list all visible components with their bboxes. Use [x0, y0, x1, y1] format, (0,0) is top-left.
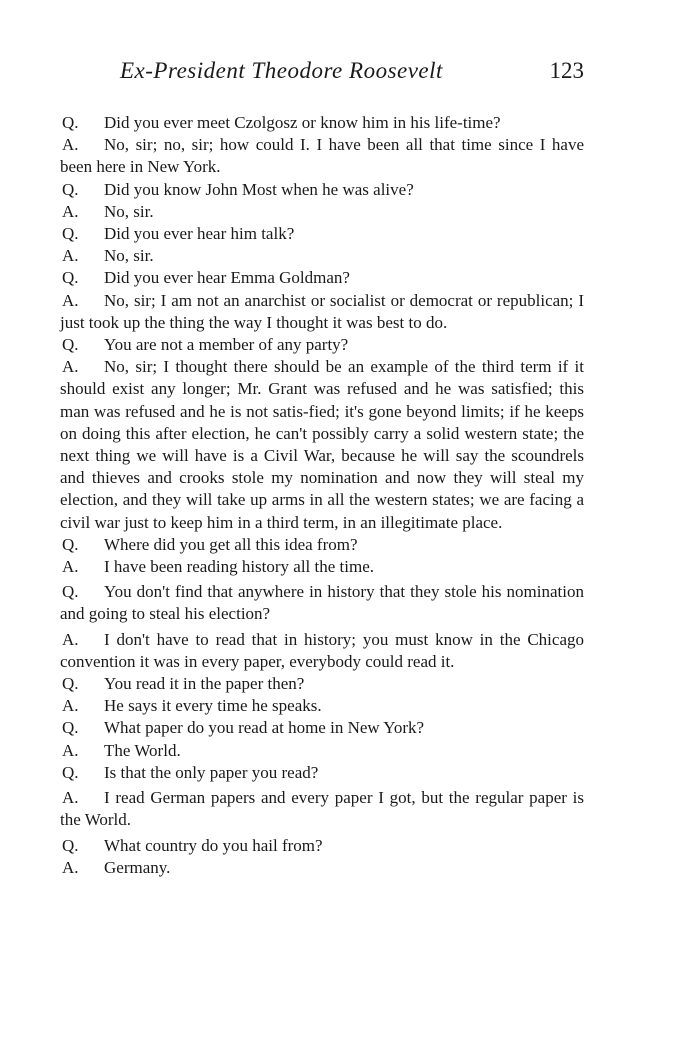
- transcript-paragraph: [60, 112, 584, 134]
- speaker-label: Q.: [62, 674, 79, 694]
- paragraph-text: You read it in the paper then?: [104, 674, 305, 694]
- paragraph-text: You are not a member of any party?: [104, 335, 349, 355]
- paragraph-text: The World.: [104, 740, 181, 760]
- transcript-paragraph: [60, 740, 584, 762]
- speaker-label: Q.: [62, 762, 79, 782]
- paragraph-text: No, sir.: [104, 246, 154, 266]
- speaker-label: Q.: [62, 113, 79, 132]
- paragraph-text: Did you know John Most when he was alive?: [104, 179, 414, 199]
- speaker-label: A.: [62, 696, 79, 716]
- speaker-label: Q.: [62, 179, 79, 199]
- paragraph-text: You don't find that anywhere in history that they stole his nomination and going to steal his election?: [60, 582, 584, 624]
- speaker-label: Q.: [62, 582, 79, 602]
- speaker-label: Q.: [62, 534, 79, 554]
- transcript-paragraph: [60, 556, 584, 578]
- paragraph-text: Did you ever meet Czolgosz or know him in his life-time?: [104, 113, 501, 132]
- paragraph-text: Germany.: [104, 857, 171, 877]
- transcript-paragraph: [60, 787, 584, 831]
- speaker-label: A.: [62, 740, 79, 760]
- speaker-label: A.: [62, 357, 79, 377]
- speaker-label: A.: [62, 246, 79, 266]
- transcript-paragraph: [60, 857, 584, 879]
- speaker-label: A.: [62, 557, 79, 577]
- paragraph-text: What paper do you read at home in New York?: [104, 718, 425, 738]
- transcript-paragraph: [60, 334, 584, 356]
- speaker-label: A.: [62, 135, 79, 155]
- speaker-label: A.: [62, 788, 79, 808]
- speaker-label: Q.: [62, 335, 79, 355]
- paragraph-text: I have been reading history all the time.: [104, 557, 375, 577]
- paragraph-text: I read German papers and every paper I got, but the regular paper is the World.: [60, 788, 584, 830]
- speaker-label: Q.: [62, 268, 79, 288]
- book-page: [60, 58, 584, 879]
- transcript-paragraph: [60, 356, 584, 534]
- paragraph-text: Is that the only paper you read?: [104, 762, 319, 782]
- paragraph-text: No, sir.: [104, 201, 154, 221]
- speaker-label: Q.: [62, 835, 79, 855]
- speaker-label: Q.: [62, 224, 79, 244]
- paragraph-text: No, sir; I am not an anarchist or socialist or democrat or republican; I just took up the thing the way I thought it was best to do.: [60, 290, 584, 332]
- paragraph-text: Did you ever hear him talk?: [104, 224, 295, 244]
- paragraph-text: He says it every time he speaks.: [104, 696, 322, 716]
- paragraph-text: No, sir; I thought there should be an example of the third term if it should exist any longer; Mr. Grant was refused and he was satisfied; this man was refused and he is not satis-fied; it's gone beyond limits; if he keeps on doing this after election, he can't possibly carry a solid western state; the next thing we will have is a Civil War, because he will say the scoundrels and thieves and crooks stole my nomination and now they will steal my election, and they will take up arms in all the western states; we are facing a civil war just to keep him in a third term, in an illegitimate place.: [60, 357, 584, 532]
- transcript-paragraph: [60, 673, 584, 695]
- transcript-paragraph: [60, 835, 584, 857]
- paragraph-text: Did you ever hear Emma Goldman?: [104, 268, 350, 288]
- speaker-label: Q.: [62, 718, 79, 738]
- transcript-paragraph: [60, 134, 584, 178]
- transcript-paragraph: [60, 717, 584, 739]
- transcript-paragraph: [60, 267, 584, 289]
- transcript-paragraph: [60, 581, 584, 625]
- paragraph-text: No, sir; no, sir; how could I. I have been all that time since I have been here in New York.: [60, 135, 584, 177]
- page-header: [60, 58, 584, 98]
- speaker-label: A.: [62, 857, 79, 877]
- transcript-paragraph: [60, 534, 584, 556]
- transcript-paragraph: [60, 695, 584, 717]
- speaker-label: A.: [62, 201, 79, 221]
- transcript-paragraph: [60, 201, 584, 223]
- transcript-paragraph: [60, 223, 584, 245]
- transcript-paragraph: [60, 629, 584, 673]
- transcript-body: [60, 112, 584, 879]
- page-number: 123: [549, 58, 584, 83]
- running-title: Ex-President Theodore Roosevelt: [120, 58, 443, 83]
- transcript-paragraph: [60, 290, 584, 334]
- transcript-paragraph: [60, 762, 584, 784]
- paragraph-text: What country do you hail from?: [104, 835, 323, 855]
- transcript-paragraph: [60, 245, 584, 267]
- speaker-label: A.: [62, 290, 79, 310]
- speaker-label: A.: [62, 629, 79, 649]
- paragraph-text: Where did you get all this idea from?: [104, 534, 358, 554]
- paragraph-text: I don't have to read that in history; you must know in the Chicago convention it was in every paper, everybody could read it.: [60, 629, 584, 671]
- transcript-paragraph: [60, 179, 584, 201]
